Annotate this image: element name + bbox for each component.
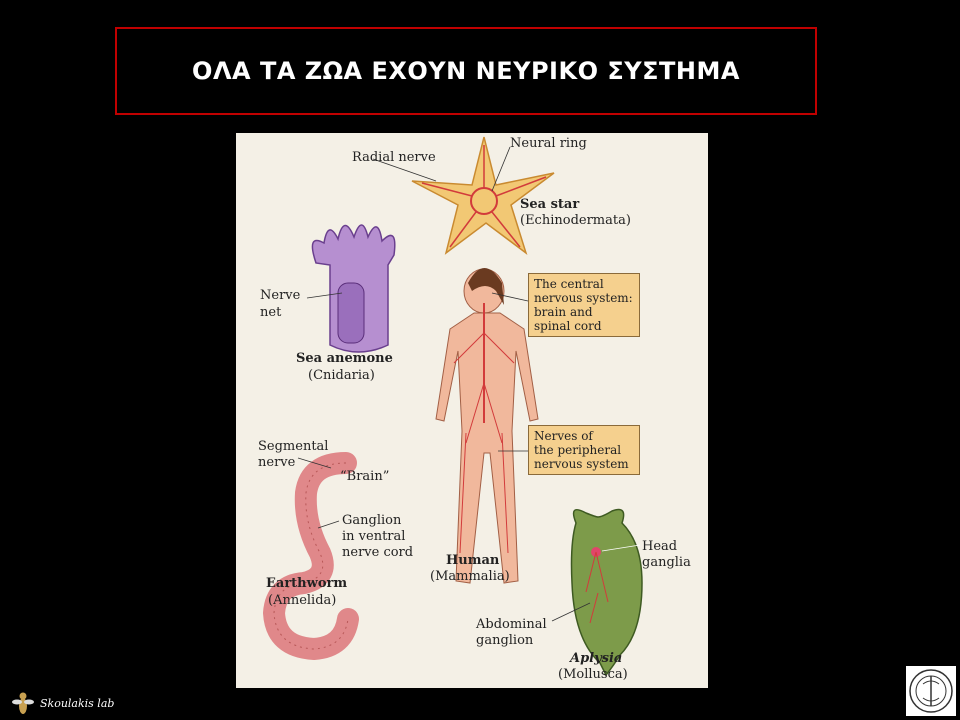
label-ganglion-2: in ventral xyxy=(342,529,406,544)
label-ganglion-3: nerve cord xyxy=(342,545,414,560)
label-annelida: (Annelida) xyxy=(268,593,337,608)
label-mammalia: (Mammalia) xyxy=(430,569,510,584)
label-ganglia: ganglia xyxy=(642,555,691,570)
pns-line-3: nervous system xyxy=(534,457,629,471)
fly-logo-icon xyxy=(10,688,36,716)
nervous-system-figure xyxy=(236,133,708,688)
label-mollusca: (Mollusca) xyxy=(558,667,628,682)
title-box xyxy=(115,27,817,115)
label-abdominal-ganglion: ganglion xyxy=(476,633,534,648)
human-drawing xyxy=(436,268,538,583)
label-nerve: Nerve xyxy=(260,288,301,303)
label-segmental-nerve: nerve xyxy=(258,455,296,470)
footer-lab-name: Skoulakis lab xyxy=(40,697,115,710)
cns-line-4: spinal cord xyxy=(534,319,602,333)
label-aplysia: Aplysia xyxy=(570,651,623,666)
label-echinodermata: (Echinodermata) xyxy=(520,213,631,228)
pns-callout xyxy=(528,425,640,475)
label-sea-anemone: Sea anemone xyxy=(296,351,393,366)
label-segmental: Segmental xyxy=(258,439,329,454)
institution-seal-icon xyxy=(906,666,956,716)
label-neural-ring: Neural ring xyxy=(510,136,587,151)
label-brain: “Brain” xyxy=(340,469,390,484)
label-abdominal: Abdominal xyxy=(476,617,547,632)
slide-title: ΟΛΑ ΤΑ ΖΩΑ ΕΧΟΥΝ ΝΕΥΡΙΚΟ ΣΥΣΤΗΜΑ xyxy=(192,57,740,85)
label-human: Human xyxy=(446,553,500,568)
cns-callout xyxy=(528,273,640,337)
cns-line-3: brain and xyxy=(534,305,593,319)
label-cnidaria: (Cnidaria) xyxy=(308,368,375,383)
cns-line-2: nervous system: xyxy=(534,291,633,305)
pns-line-1: Nerves of xyxy=(534,429,593,443)
sea-anemone-drawing xyxy=(307,225,395,352)
earthworm-drawing xyxy=(274,458,348,649)
pns-line-2: the peripheral xyxy=(534,443,622,457)
label-net: net xyxy=(260,305,282,320)
cns-line-1: The central xyxy=(534,277,604,291)
label-sea-star: Sea star xyxy=(520,197,580,212)
label-earthworm: Earthworm xyxy=(266,576,348,591)
label-ganglion-1: Ganglion xyxy=(342,513,402,528)
label-head: Head xyxy=(642,539,678,554)
label-radial-nerve: Radial nerve xyxy=(352,150,436,165)
